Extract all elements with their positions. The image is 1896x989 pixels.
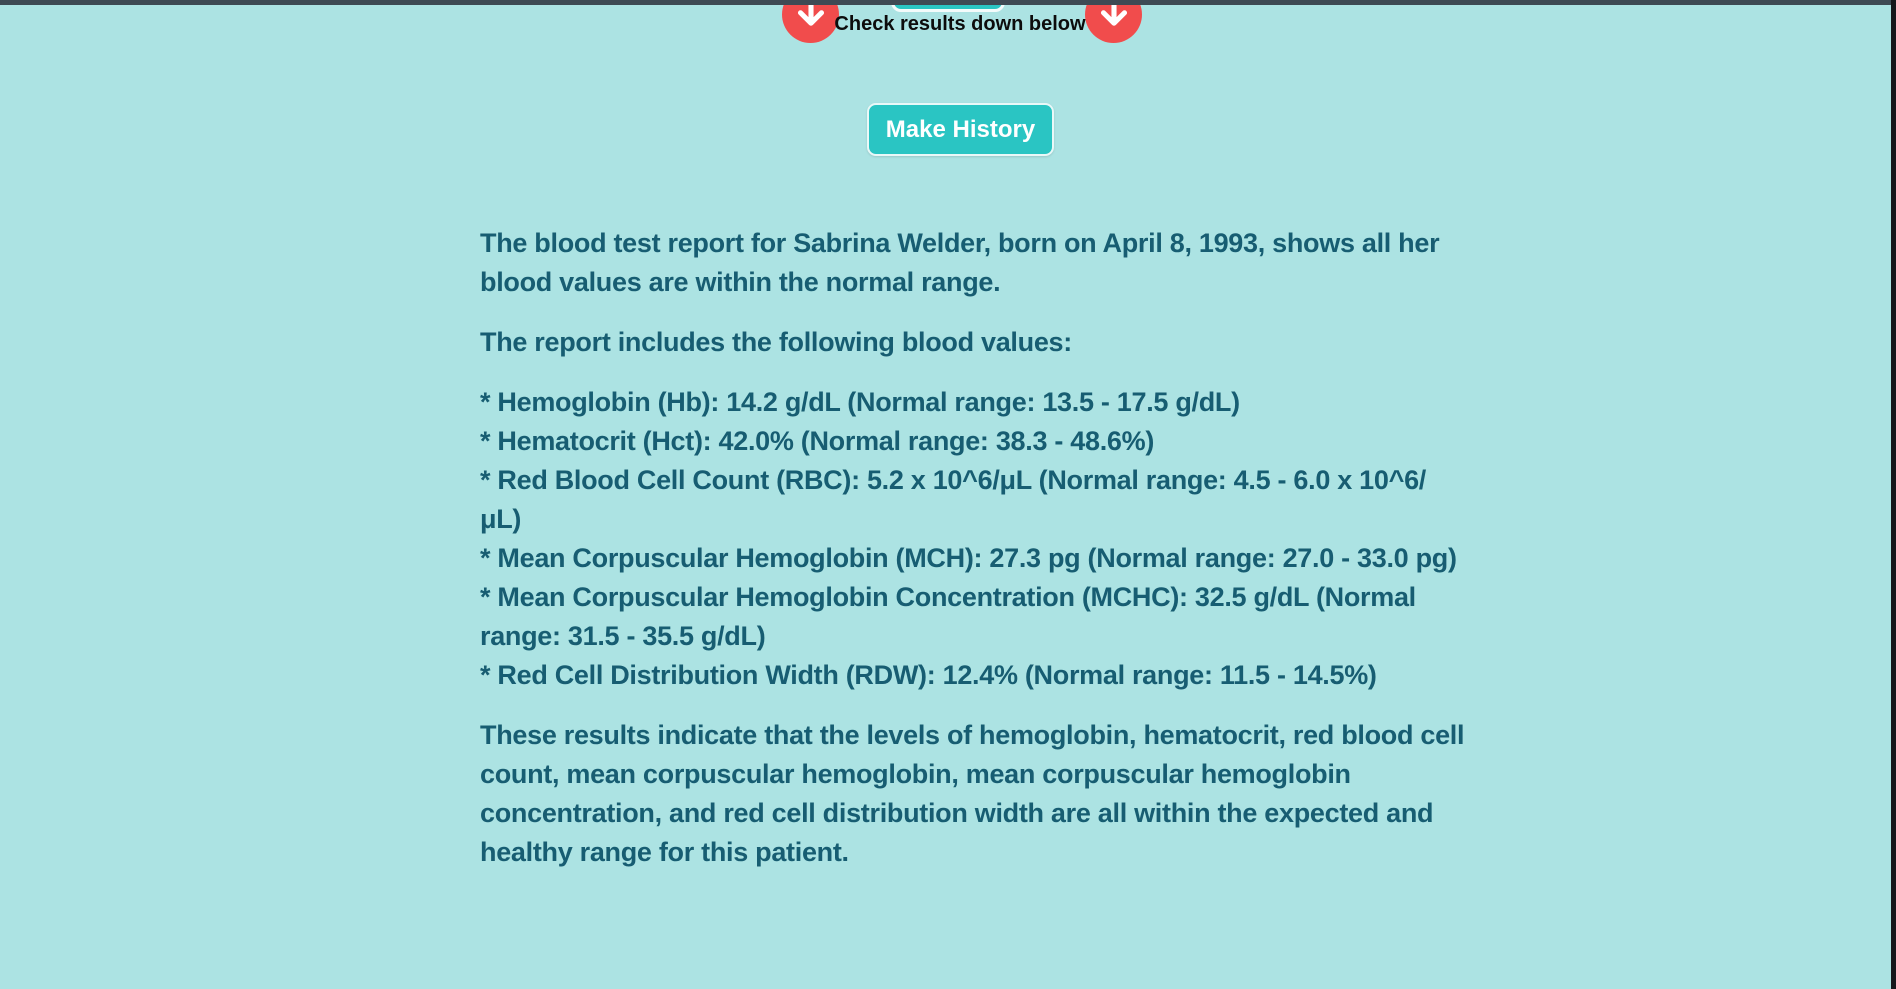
down-arrow-badge-right	[1085, 0, 1142, 43]
window-top-bar	[0, 0, 1896, 5]
make-history-button[interactable]: Make History	[867, 103, 1054, 156]
down-arrow-icon	[1096, 0, 1132, 35]
report-list-item: * Mean Corpuscular Hemoglobin Concentration (MCHC): 32.5 g/dL (Normal range: 31.5 - 35.5 g/dL)	[480, 582, 1416, 651]
report-list-item: * Mean Corpuscular Hemoglobin (MCH): 27.3 pg (Normal range: 27.0 - 33.0 pg)	[480, 543, 1457, 573]
report-intro: The blood test report for Sabrina Welder, born on April 8, 1993, shows all her blood values are within the normal range.	[480, 228, 1440, 297]
report-conclusion: These results indicate that the levels of hemoglobin, hematocrit, red blood cell count, mean corpuscular hemoglobin, mean corpuscular hemoglobin concentration, and red cell distribution width are all within the expected and healthy range for this patient.	[480, 720, 1465, 867]
report-list-item: * Hematocrit (Hct): 42.0% (Normal range: 38.3 - 48.6%)	[480, 426, 1155, 456]
banner-text: Check results down below	[834, 13, 1086, 35]
report-list-item: * Red Cell Distribution Width (RDW): 12.4% (Normal range: 11.5 - 14.5%)	[480, 660, 1377, 690]
report-list-header: The report includes the following blood values:	[480, 327, 1072, 357]
report-values-list	[480, 383, 1465, 695]
report-list-item: * Hemoglobin (Hb): 14.2 g/dL (Normal range: 13.5 - 17.5 g/dL)	[480, 387, 1240, 417]
report-text	[480, 224, 1465, 893]
report-list-item: * Red Blood Cell Count (RBC): 5.2 x 10^6/μL (Normal range: 4.5 - 6.0 x 10^6/μL)	[480, 465, 1426, 534]
window-edge-strip	[1891, 0, 1896, 989]
